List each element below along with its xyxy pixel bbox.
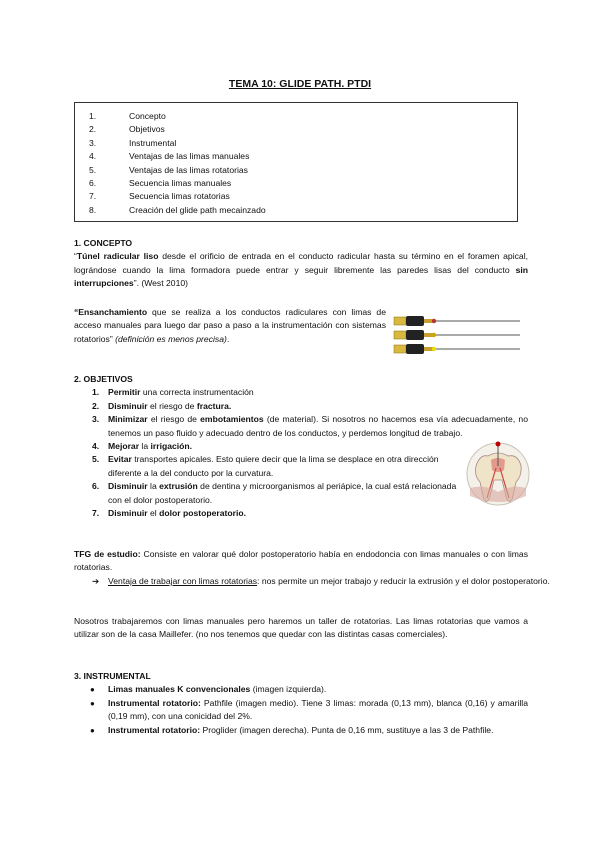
objective-item: 4. Mejorar la irrigación. <box>92 441 193 452</box>
section-heading: 1. CONCEPTO <box>74 238 133 248</box>
concepto-definition-2: “Ensanchamiento que se realiza a los conductos radiculares con limas de acceso manuales para luego dar paso a paso a la instrumentación con sistemas rotatorios” (definición es menos precisa). <box>74 307 386 344</box>
toc-item: 1. Concepto <box>89 111 166 121</box>
section-objetivos <box>74 373 528 520</box>
objective-item: 1. Permitir una correcta instrumentación <box>92 387 254 398</box>
toc-item: 2. Objetivos <box>89 124 165 135</box>
section-instrumental <box>74 670 528 737</box>
concepto-definition-1: “Túnel radicular liso desde el orificio de entrada en el conducto radicular hasta su término en el foramen apical, lográndose cuando la lima formadora puede entrar y seguir libremente las paredes lisas del conducto sin interrupciones”. (West 2010) <box>74 251 528 289</box>
arrow-icon: ➔ <box>92 576 100 586</box>
table-of-contents <box>74 102 518 222</box>
section-heading: 3. INSTRUMENTAL <box>74 671 151 681</box>
instrumental-item: ● Instrumental rotatorio: Proglider (imagen derecha). Punta de 0,16 mm, sustituye a las 3 de Pathfile. <box>74 724 528 737</box>
toc-item: 5. Ventajas de las limas rotatorias <box>89 164 248 175</box>
endodontic-files-image <box>392 312 524 362</box>
objective-item: 7. Disminuir el dolor postoperatorio. <box>92 508 246 519</box>
bullet-icon: ● <box>90 725 95 735</box>
nosotros-paragraph: Nosotros trabajaremos con limas manuales pero haremos un taller de rotatorias. Las limas rotatorias que vamos a utilizar son de la casa Maillefer. (no nos tenemos que quedar con las distintas casas comerciales). <box>74 616 528 640</box>
tooth-diagram-image <box>466 438 530 510</box>
toc-item: 8. Creación del glide path mecainzado <box>89 204 266 215</box>
section-heading: 2. OBJETIVOS <box>74 374 133 384</box>
toc-item: 6. Secuencia limas manuales <box>89 177 232 188</box>
section-concepto <box>74 237 528 291</box>
bullet-icon: ● <box>90 698 95 708</box>
toc-item: 3. Instrumental <box>89 137 177 148</box>
bullet-icon: ● <box>90 685 95 695</box>
objective-item: 3. Minimizar el riesgo de embotamientos (de material). Si nosotros no hacemos esa vía adecuadamente, no tenemos un paso fluido y adecuado dentro de los conductos, y perdemos longitud de trabajo. <box>92 414 528 438</box>
objective-item: 5. Evitar transportes apicales. Esto quiere decir que la lima se desplace en otra dirección diferente a la del conducto por la curvatura. <box>92 454 439 478</box>
tfg-arrow-item: ➔ Ventaja de trabajar con limas rotatorias: nos permite un mejor trabajo y reducir la extrusión y el dolor postoperatorio. <box>74 575 562 588</box>
instrumental-item: ● Instrumental rotatorio: Pathfile (imagen medio). Tiene 3 limas: morada (0,13 mm), blanca (0,16) y amarilla (0,19 mm), con una conicidad del 2%. <box>90 697 528 722</box>
tfg-paragraph: TFG de estudio: Consiste en valorar qué dolor postoperatorio había en endodoncia con limas manuales o con limas rotatorias. <box>74 549 528 573</box>
page-title: TEMA 10: GLIDE PATH. PTDI <box>228 78 372 90</box>
toc-item: 4. Ventajas de las limas manuales <box>89 151 250 162</box>
instrumental-item: ● Limas manuales K convencionales (imagen izquierda). <box>74 683 528 696</box>
objective-item: 6. Disminuir la extrusión de dentina y microorganismos al periápice, la cual está relacionada con el dolor postoperatorio. <box>92 481 457 505</box>
toc-item: 7. Secuencia limas rotatorias <box>89 191 230 202</box>
objective-item: 2. Disminuir el riesgo de fractura. <box>92 400 232 411</box>
